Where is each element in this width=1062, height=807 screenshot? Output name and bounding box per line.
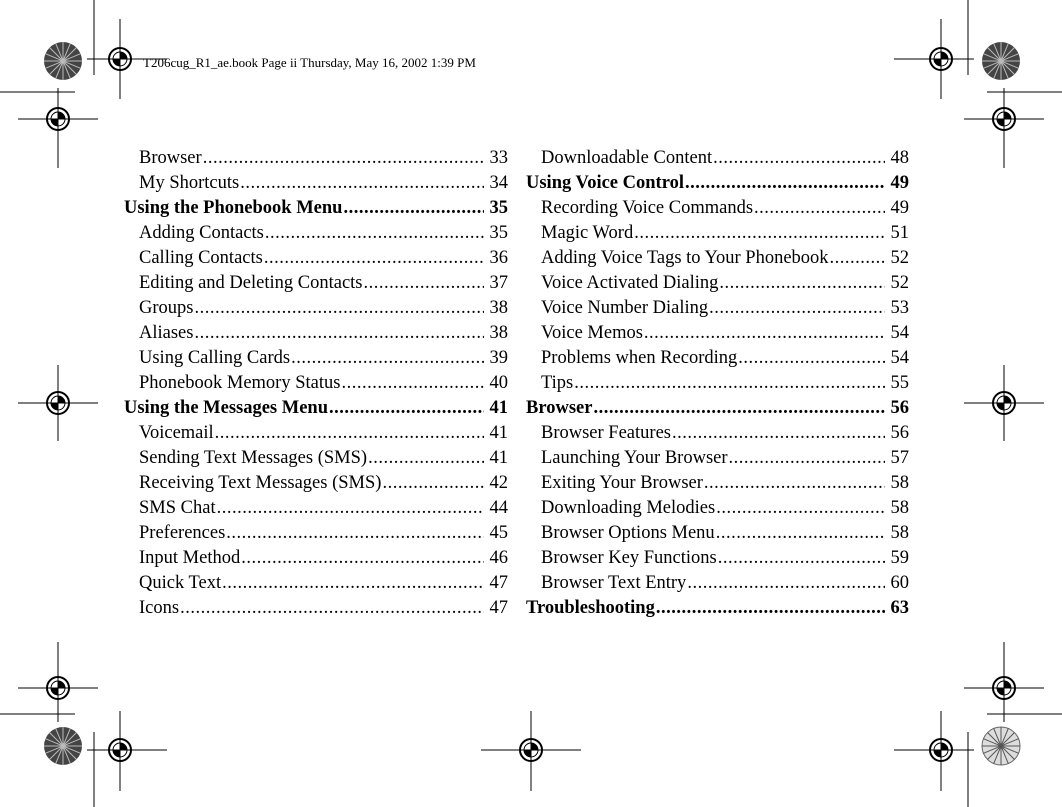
dot-leader [754,196,884,221]
toc-page-number: 35 [489,198,508,218]
toc-entry-label: Using the Phonebook Menu [124,198,343,218]
toc-entry-label: Phonebook Memory Status [139,373,341,393]
toc-subsection-entry[interactable] [124,371,508,396]
toc-subsection-entry[interactable] [526,371,909,396]
toc-subsection-entry[interactable] [124,221,508,246]
toc-section-entry[interactable] [526,396,909,421]
dot-leader [719,271,884,296]
toc-entry-label: Using the Messages Menu [124,398,329,418]
dot-leader [830,246,885,271]
toc-subsection-entry[interactable] [124,421,508,446]
dot-leader [634,221,884,246]
toc-entry-label: Browser Features [541,423,671,443]
toc-entry-label: Downloadable Content [541,148,713,168]
toc-subsection-entry[interactable] [124,171,508,196]
toc-subsection-entry[interactable] [526,346,909,371]
toc-page-number: 57 [890,448,909,468]
toc-entry-label: Browser Options Menu [541,523,715,543]
toc-subsection-entry[interactable] [124,271,508,296]
toc-page-number: 54 [890,323,909,343]
toc-entry-label: Using Calling Cards [139,348,291,368]
dot-leader [240,171,483,196]
toc-subsection-entry[interactable] [526,146,909,171]
toc-subsection-entry[interactable] [526,321,909,346]
toc-subsection-entry[interactable] [124,246,508,271]
toc-entry-label: Icons [139,598,180,618]
dot-leader [704,471,885,496]
toc-entry-label: Adding Contacts [139,223,264,243]
toc-entry-label: Voicemail [139,423,214,443]
toc-entry-label: Browser [139,148,202,168]
toc-page-number: 40 [489,373,508,393]
dot-leader [729,446,885,471]
dot-leader [291,346,483,371]
toc-entry-label: Calling Contacts [139,248,263,268]
toc-page-number: 63 [890,598,909,618]
toc-page-number: 56 [890,423,909,443]
toc-entry-label: Exiting Your Browser [541,473,703,493]
toc-subsection-entry[interactable] [124,571,508,596]
dot-leader [382,471,483,496]
toc-subsection-entry[interactable] [526,521,909,546]
toc-entry-label: SMS Chat [139,498,216,518]
dot-leader [656,596,885,621]
toc-page-number: 36 [489,248,508,268]
toc-page-number: 60 [890,573,909,593]
dot-leader [241,546,483,571]
toc-subsection-entry[interactable] [526,471,909,496]
toc-subsection-entry[interactable] [124,546,508,571]
dot-leader [194,296,483,321]
toc-page-number: 38 [489,298,508,318]
toc-page-number: 47 [489,573,508,593]
toc-subsection-entry[interactable] [124,146,508,171]
toc-entry-label: Downloading Melodies [541,498,716,518]
toc-page-number: 52 [890,248,909,268]
toc-subsection-entry[interactable] [124,346,508,371]
toc-subsection-entry[interactable] [526,221,909,246]
toc-page-number: 38 [489,323,508,343]
toc-page-number: 58 [890,473,909,493]
toc-subsection-entry[interactable] [124,446,508,471]
toc-page-number: 41 [489,398,508,418]
toc-entry-label: Input Method [139,548,241,568]
toc-subsection-entry[interactable] [124,471,508,496]
toc-subsection-entry[interactable] [526,196,909,221]
toc-page-number: 59 [890,548,909,568]
toc-entry-label: Using Voice Control [526,173,684,193]
toc-page-number: 39 [489,348,508,368]
toc-section-entry[interactable] [526,596,909,621]
dot-leader [738,346,884,371]
dot-leader [709,296,884,321]
toc-entry-label: Troubleshooting [526,598,655,618]
dot-leader [672,421,885,446]
toc-section-entry[interactable] [124,396,508,421]
toc-subsection-entry[interactable] [124,296,508,321]
toc-page-number: 45 [489,523,508,543]
toc-entry-label: Browser [526,398,593,418]
toc-entry-label: Recording Voice Commands [541,198,754,218]
toc-subsection-entry[interactable] [526,246,909,271]
toc-page-number: 55 [890,373,909,393]
dot-leader [644,321,885,346]
toc-subsection-entry[interactable] [124,521,508,546]
toc-subsection-entry[interactable] [526,296,909,321]
dot-leader [364,271,484,296]
toc-subsection-entry[interactable] [526,546,909,571]
toc-entry-label: Editing and Deleting Contacts [139,273,363,293]
toc-entry-label: Voice Number Dialing [541,298,709,318]
toc-page-number: 44 [489,498,508,518]
toc-entry-label: Receiving Text Messages (SMS) [139,473,382,493]
dot-leader [194,321,483,346]
dot-leader [265,221,484,246]
toc-page-number: 41 [489,423,508,443]
dot-leader [593,396,884,421]
toc-entry-label: Voice Activated Dialing [541,273,719,293]
toc-entry-label: Browser Text Entry [541,573,687,593]
toc-entry-label: Browser Key Functions [541,548,717,568]
toc-page-number: 35 [489,223,508,243]
dot-leader [718,546,885,571]
dot-leader [180,596,483,621]
toc-page-number: 42 [489,473,508,493]
toc-page-number: 46 [489,548,508,568]
toc-subsection-entry[interactable] [526,271,909,296]
toc-page-number: 54 [890,348,909,368]
toc-subsection-entry[interactable] [526,496,909,521]
toc-entry-label: Quick Text [139,573,222,593]
toc-entry-label: My Shortcuts [139,173,240,193]
dot-leader [685,171,885,196]
toc-subsection-entry[interactable] [124,496,508,521]
toc-entry-label: Adding Voice Tags to Your Phonebook [541,248,829,268]
dot-leader [215,421,484,446]
toc-page-number: 49 [890,173,909,193]
toc-page-number: 34 [489,173,508,193]
toc-entry-label: Groups [139,298,194,318]
toc-page-number: 47 [489,598,508,618]
toc-page-number: 33 [489,148,508,168]
dot-leader [217,496,484,521]
toc-subsection-entry[interactable] [124,321,508,346]
dot-leader [203,146,484,171]
toc-subsection-entry[interactable] [526,571,909,596]
toc-entry-label: Aliases [139,323,194,343]
dot-leader [226,521,483,546]
toc-subsection-entry[interactable] [526,421,909,446]
toc-page-number: 37 [489,273,508,293]
toc-entry-label: Launching Your Browser [541,448,728,468]
toc-entry-label: Voice Memos [541,323,643,343]
toc-page-number: 51 [890,223,909,243]
toc-column-left [124,146,508,621]
toc-entry-label: Preferences [139,523,226,543]
toc-page-number: 58 [890,498,909,518]
dot-leader [329,396,483,421]
dot-leader [264,246,484,271]
toc-entry-label: Problems when Recording [541,348,738,368]
toc-page-number: 52 [890,273,909,293]
dot-leader [341,371,483,396]
dot-leader [713,146,884,171]
toc-section-entry[interactable] [124,196,508,221]
dot-leader [222,571,483,596]
toc-subsection-entry[interactable] [526,446,909,471]
file-info-header: T206cug_R1_ae.book Page ii Thursday, May 16, 2002 1:39 PM [143,55,476,70]
dot-leader [687,571,884,596]
toc-page-number: 48 [890,148,909,168]
dot-leader [716,521,885,546]
toc-entry-label: Tips [541,373,574,393]
toc-page-number: 56 [890,398,909,418]
dot-leader [574,371,884,396]
toc-subsection-entry[interactable] [124,596,508,621]
toc-page-number: 53 [890,298,909,318]
toc-page-number: 58 [890,523,909,543]
toc-column-right [526,146,909,621]
dot-leader [368,446,483,471]
toc-section-entry[interactable] [526,171,909,196]
dot-leader [716,496,884,521]
dot-leader [343,196,483,221]
toc-entry-label: Sending Text Messages (SMS) [139,448,368,468]
toc-entry-label: Magic Word [541,223,634,243]
toc-page-number: 41 [489,448,508,468]
toc-page-number: 49 [890,198,909,218]
